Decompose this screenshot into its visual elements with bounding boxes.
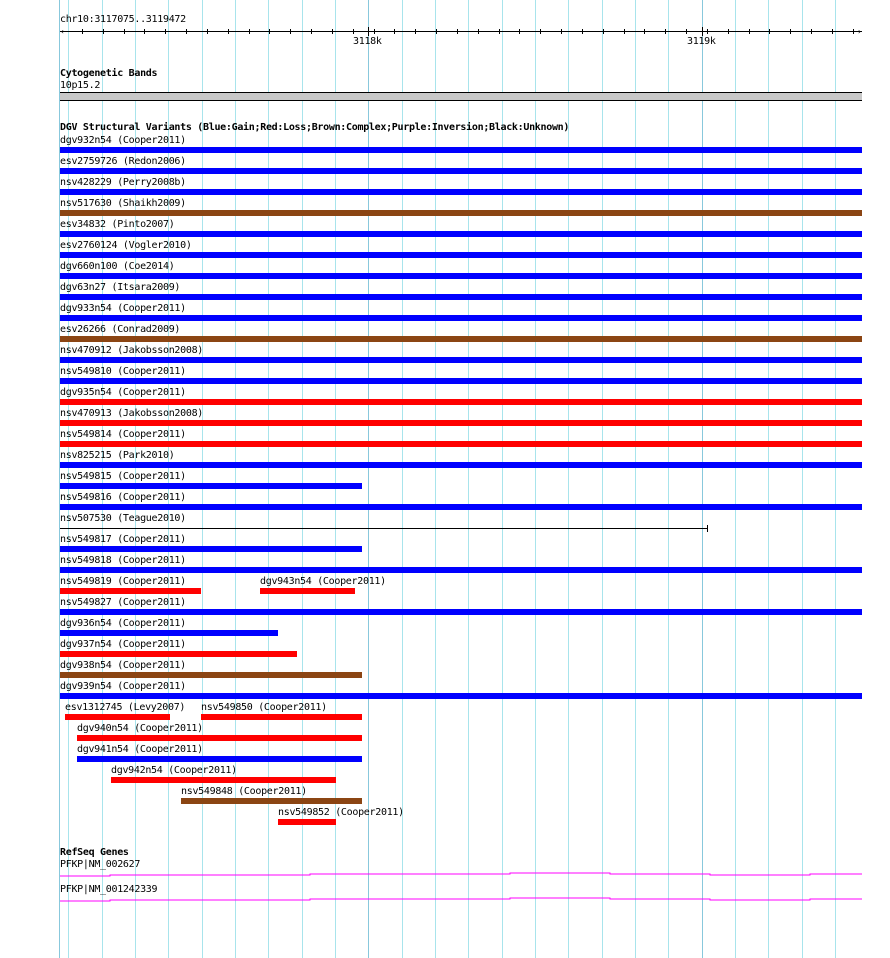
location-label: chr10:3117075..3119472	[60, 14, 186, 25]
variant-label[interactable]: nsv549819 (Cooper2011)	[60, 576, 186, 587]
gene-line	[60, 898, 862, 901]
variant-label[interactable]: esv1312745 (Levy2007)	[65, 702, 186, 713]
scroll-left-arrow-icon[interactable]: ‹	[60, 27, 65, 36]
track-title: Cytogenetic Bands	[60, 68, 158, 79]
variant-label[interactable]: dgv943n54 (Cooper2011)	[260, 576, 386, 587]
variant-label[interactable]: esv2760124 (Vogler2010)	[60, 240, 192, 251]
track-title: RefSeq Genes	[60, 847, 129, 858]
variant-label[interactable]: nsv549818 (Cooper2011)	[60, 555, 186, 566]
ruler-major-label: 3119k	[687, 36, 716, 47]
gene-label[interactable]: PFKP|NM_002627	[60, 859, 141, 870]
variant-label[interactable]: nsv470912 (Jakobsson2008)	[60, 345, 204, 356]
gene-label[interactable]: PFKP|NM_001242339	[60, 884, 158, 895]
variant-label[interactable]: dgv939n54 (Cooper2011)	[60, 681, 186, 692]
ruler-major-label: 3118k	[353, 36, 382, 47]
band-label: 10p15.2	[60, 80, 101, 91]
variant-label[interactable]: dgv937n54 (Cooper2011)	[60, 639, 186, 650]
variant-label[interactable]: nsv428229 (Perry2008b)	[60, 177, 186, 188]
variant-label[interactable]: nsv549850 (Cooper2011)	[201, 702, 327, 713]
variant-label[interactable]: dgv942n54 (Cooper2011)	[111, 765, 237, 776]
variant-label[interactable]: nsv549816 (Cooper2011)	[60, 492, 186, 503]
variant-label[interactable]: dgv932n54 (Cooper2011)	[60, 135, 186, 146]
variant-label[interactable]: nsv549815 (Cooper2011)	[60, 471, 186, 482]
variant-label[interactable]: esv34832 (Pinto2007)	[60, 219, 175, 230]
scroll-right-arrow-icon[interactable]: ›	[857, 27, 862, 36]
variant-label[interactable]: nsv549848 (Cooper2011)	[181, 786, 307, 797]
variant-label[interactable]: nsv549827 (Cooper2011)	[60, 597, 186, 608]
variant-label[interactable]: nsv825215 (Park2010)	[60, 450, 175, 461]
variant-label[interactable]: dgv936n54 (Cooper2011)	[60, 618, 186, 629]
variant-label[interactable]: dgv940n54 (Cooper2011)	[77, 723, 203, 734]
variant-label[interactable]: dgv660n100 (Coe2014)	[60, 261, 175, 272]
variant-label[interactable]: dgv938n54 (Cooper2011)	[60, 660, 186, 671]
variant-label[interactable]: dgv941n54 (Cooper2011)	[77, 744, 203, 755]
variant-label[interactable]: nsv470913 (Jakobsson2008)	[60, 408, 204, 419]
variant-label[interactable]: nsv549810 (Cooper2011)	[60, 366, 186, 377]
variant-label[interactable]: dgv63n27 (Itsara2009)	[60, 282, 181, 293]
variant-label[interactable]: nsv507530 (Teague2010)	[60, 513, 186, 524]
variant-label[interactable]: nsv549852 (Cooper2011)	[278, 807, 404, 818]
variant-label[interactable]: esv26266 (Conrad2009)	[60, 324, 181, 335]
variant-label[interactable]: nsv549817 (Cooper2011)	[60, 534, 186, 545]
track-title: DGV Structural Variants (Blue:Gain;Red:Loss;Brown:Complex;Purple:Inversion;Black:Unknown)	[60, 122, 570, 133]
variant-label[interactable]: esv2759726 (Redon2006)	[60, 156, 186, 167]
variant-label[interactable]: dgv935n54 (Cooper2011)	[60, 387, 186, 398]
variant-label[interactable]: nsv517630 (Shaikh2009)	[60, 198, 186, 209]
gene-line	[60, 873, 862, 876]
variant-label[interactable]: nsv549814 (Cooper2011)	[60, 429, 186, 440]
variant-label[interactable]: dgv933n54 (Cooper2011)	[60, 303, 186, 314]
